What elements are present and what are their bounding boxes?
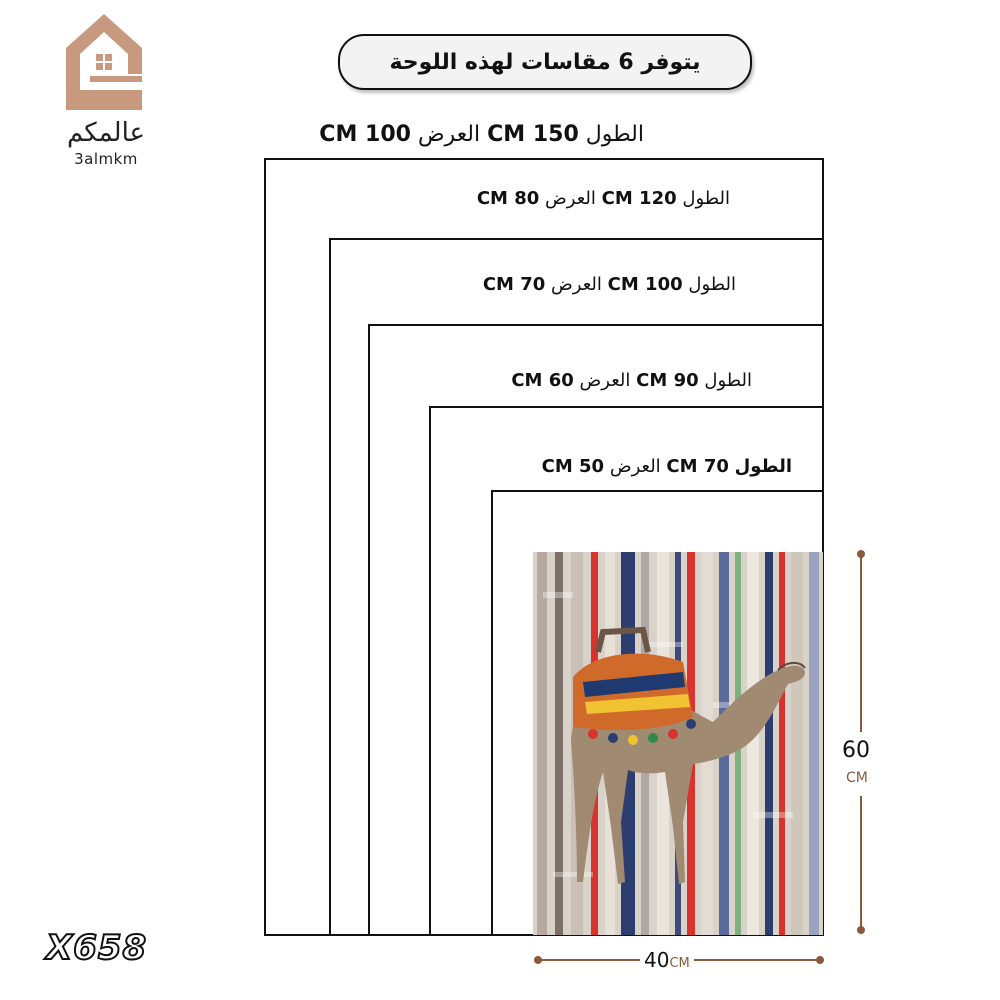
size-label-150x100: الطول 150 CM العرض 100 CM (319, 122, 644, 147)
product-code: X658 (46, 928, 148, 968)
width-value: 40 (644, 948, 670, 972)
brand-name-arabic: عالمكم (66, 118, 146, 148)
height-value: 60 (842, 738, 870, 763)
height-unit: CM (846, 770, 868, 786)
size-label-70x50: الطول 70 CM العرض 50 CM (541, 456, 792, 477)
brand-name-latin: 3almkm (74, 150, 138, 168)
camel-painting (533, 552, 823, 935)
width-unit: CM (669, 956, 690, 971)
size-label-90x60: الطول 90 CM العرض 60 CM (511, 370, 752, 391)
sizes-headline: يتوفر 6 مقاسات لهذه اللوحة (338, 34, 752, 90)
size-label-100x70: الطول 100 CM العرض 70 CM (482, 274, 736, 295)
house-logo-icon (66, 14, 142, 110)
width-label (640, 948, 694, 972)
size-label-120x80: الطول 120 CM العرض 80 CM (476, 188, 730, 209)
